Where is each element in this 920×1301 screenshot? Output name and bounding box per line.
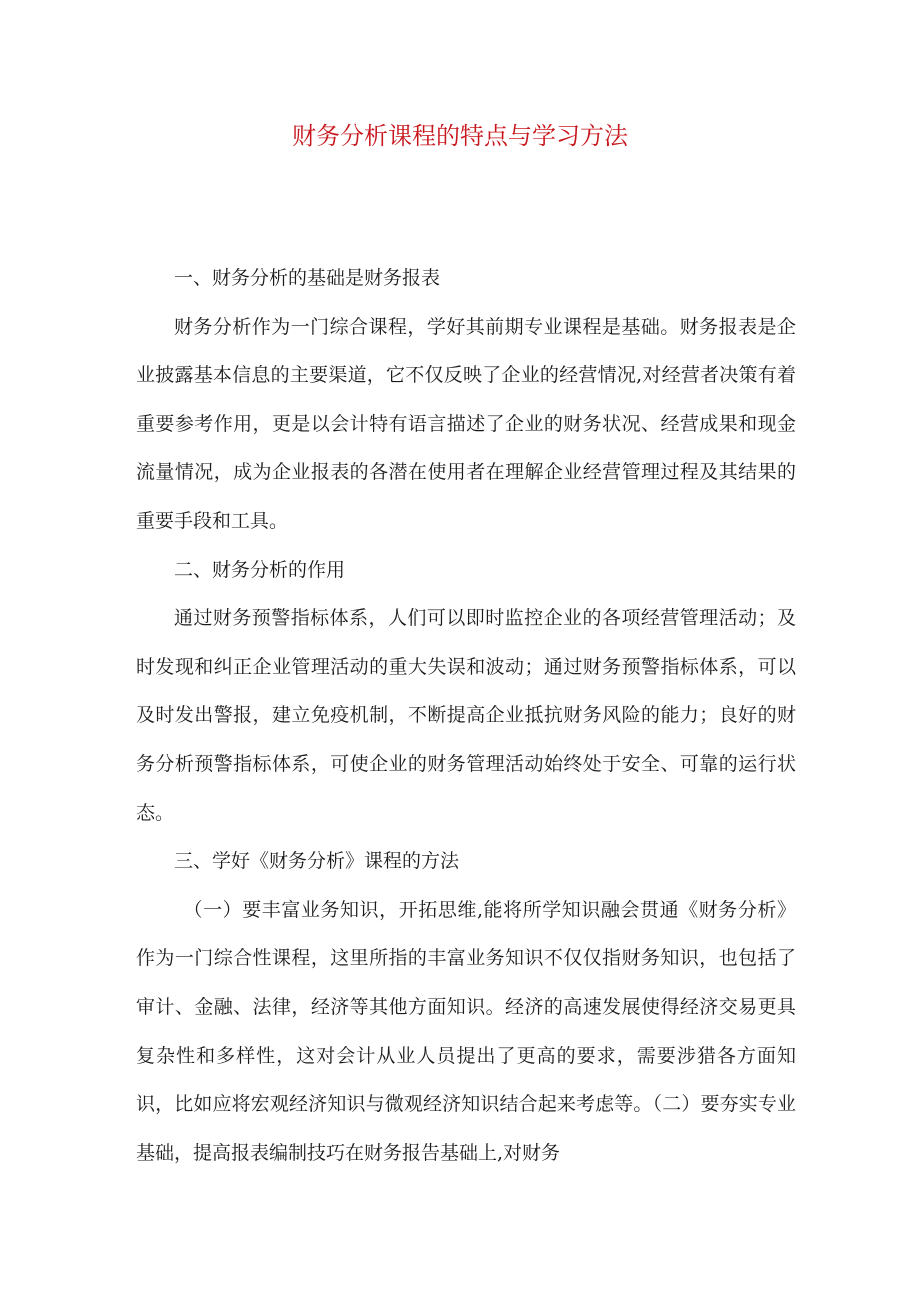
document-body bbox=[136, 254, 796, 1177]
paragraph-1: 财务分析作为一门综合课程，学好其前期专业课程是基础。财务报表是企业披露基本信息的主要渠道，它不仅反映了企业的经营情况,对经营者决策有着重要参考作用，更是以会计特有语言描述了企业的财务状况、经营成果和现金流量情况，成为企业报表的各潜在使用者在理解企业经营管理过程及其结果的重要手段和工具。 bbox=[136, 315, 796, 532]
section-heading-1: 一、财务分析的基础是财务报表 bbox=[174, 267, 441, 289]
section-heading-3: 三、学好《财务分析》课程的方法 bbox=[174, 850, 460, 873]
paragraph-3: （一）要丰富业务知识，开拓思维,能将所学知识融会贯通《财务分析》作为一门综合性课程，这里所指的丰富业务知识不仅仅指财务知识，也包括了审计、金融、法律，经济等其他方面知识。经济的高速发展使得经济交易更具复杂性和多样性，这对会计从业人员提出了更高的要求，需要涉猎各方面知识，比如应将宏观经济知识与微观经济知识结合起来考虑等。（二）要夯实专业基础，提高报表编制技巧在财务报告基础上,对财务 bbox=[136, 898, 796, 1164]
section-heading-2: 二、财务分析的作用 bbox=[174, 558, 346, 581]
paragraph-2: 通过财务预警指标体系，人们可以即时监控企业的各项经营管理活动；及时发现和纠正企业管理活动的重大失误和波动；通过财务预警指标体系，可以及时发出警报，建立免疫机制，不断提高企业抵抗财务风险的能力；良好的财务分析预警指标体系，可使企业的财务管理活动始终处于安全、可靠的运行状态。 bbox=[136, 607, 796, 824]
document-title: 财务分析课程的特点与学习方法 bbox=[292, 122, 628, 150]
